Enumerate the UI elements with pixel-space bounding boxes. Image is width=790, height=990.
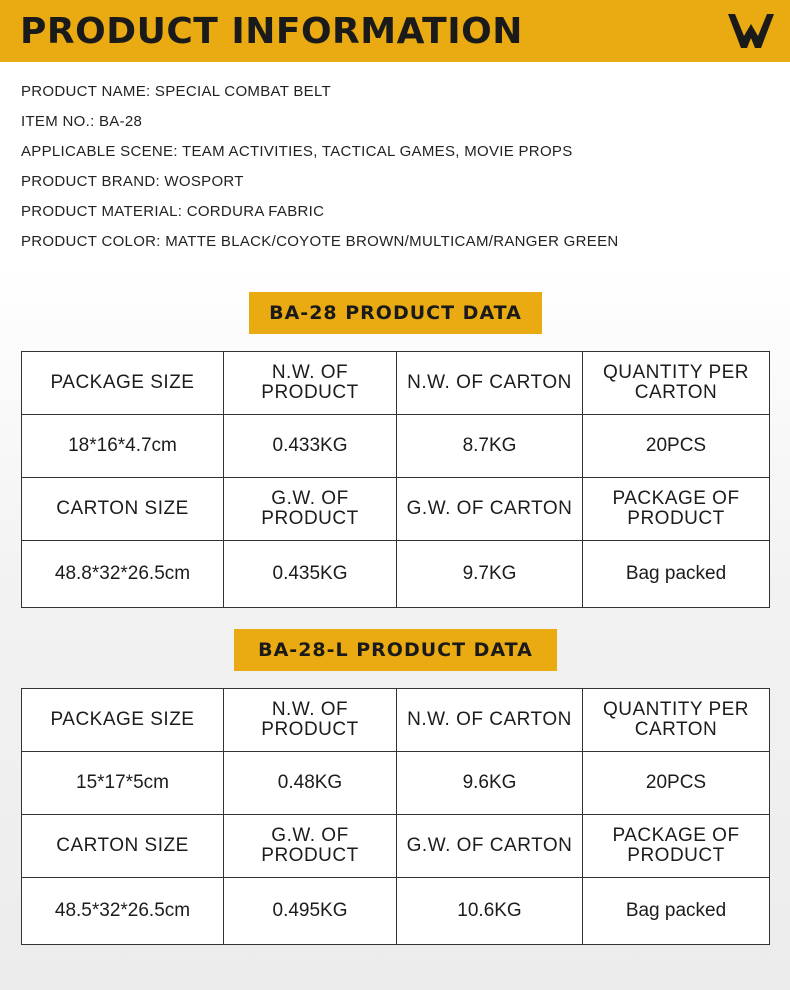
value-package-of-product: Bag packed <box>583 878 770 945</box>
value-package-size: 18*16*4.7cm <box>22 415 224 478</box>
info-item-no: ITEM NO.: BA-28 <box>21 113 143 130</box>
header-gw-product: G.W. OF PRODUCT <box>224 478 397 541</box>
w-logo-icon <box>728 14 774 50</box>
value-package-of-product: Bag packed <box>583 541 770 608</box>
header-package-of-product: PACKAGE OF PRODUCT <box>583 478 770 541</box>
product-data-table-ba28 <box>21 351 770 608</box>
header-nw-carton: N.W. OF CARTON <box>397 689 583 752</box>
header-nw-carton: N.W. OF CARTON <box>397 352 583 415</box>
value-nw-carton: 9.6KG <box>397 752 583 815</box>
value-gw-carton: 9.7KG <box>397 541 583 608</box>
table-header-row <box>22 815 770 878</box>
table-row <box>22 541 770 608</box>
info-product-color: PRODUCT COLOR: MATTE BLACK/COYOTE BROWN/MULTICAM/RANGER GREEN <box>21 233 619 250</box>
header-gw-carton: G.W. OF CARTON <box>397 815 583 878</box>
info-product-name: PRODUCT NAME: SPECIAL COMBAT BELT <box>21 83 331 100</box>
header-package-size: PACKAGE SIZE <box>22 689 224 752</box>
header-quantity-per-carton: QUANTITY PER CARTON <box>583 352 770 415</box>
header-package-size: PACKAGE SIZE <box>22 352 224 415</box>
info-product-brand: PRODUCT BRAND: WOSPORT <box>21 173 244 190</box>
value-carton-size: 48.8*32*26.5cm <box>22 541 224 608</box>
value-gw-product: 0.495KG <box>224 878 397 945</box>
value-quantity-per-carton: 20PCS <box>583 752 770 815</box>
header-bar <box>0 0 790 62</box>
table-header-row <box>22 689 770 752</box>
table-row <box>22 752 770 815</box>
header-package-of-product: PACKAGE OF PRODUCT <box>583 815 770 878</box>
value-gw-product: 0.435KG <box>224 541 397 608</box>
header-gw-carton: G.W. OF CARTON <box>397 478 583 541</box>
table-row <box>22 878 770 945</box>
section-title-ba28: BA-28 PRODUCT DATA <box>249 292 542 334</box>
section-title-ba28l: BA-28-L PRODUCT DATA <box>234 629 557 671</box>
header-nw-product: N.W. OF PRODUCT <box>224 352 397 415</box>
table-header-row <box>22 352 770 415</box>
page-title: PRODUCT INFORMATION <box>20 11 523 52</box>
value-nw-carton: 8.7KG <box>397 415 583 478</box>
header-carton-size: CARTON SIZE <box>22 478 224 541</box>
header-nw-product: N.W. OF PRODUCT <box>224 689 397 752</box>
value-nw-product: 0.433KG <box>224 415 397 478</box>
product-info-list <box>21 80 761 260</box>
value-package-size: 15*17*5cm <box>22 752 224 815</box>
value-carton-size: 48.5*32*26.5cm <box>22 878 224 945</box>
header-quantity-per-carton: QUANTITY PER CARTON <box>583 689 770 752</box>
value-gw-carton: 10.6KG <box>397 878 583 945</box>
table-header-row <box>22 478 770 541</box>
header-gw-product: G.W. OF PRODUCT <box>224 815 397 878</box>
value-nw-product: 0.48KG <box>224 752 397 815</box>
product-data-table-ba28l <box>21 688 770 945</box>
table-row <box>22 415 770 478</box>
info-applicable-scene: APPLICABLE SCENE: TEAM ACTIVITIES, TACTICAL GAMES, MOVIE PROPS <box>21 143 573 160</box>
header-carton-size: CARTON SIZE <box>22 815 224 878</box>
value-quantity-per-carton: 20PCS <box>583 415 770 478</box>
info-product-material: PRODUCT MATERIAL: CORDURA FABRIC <box>21 203 325 220</box>
